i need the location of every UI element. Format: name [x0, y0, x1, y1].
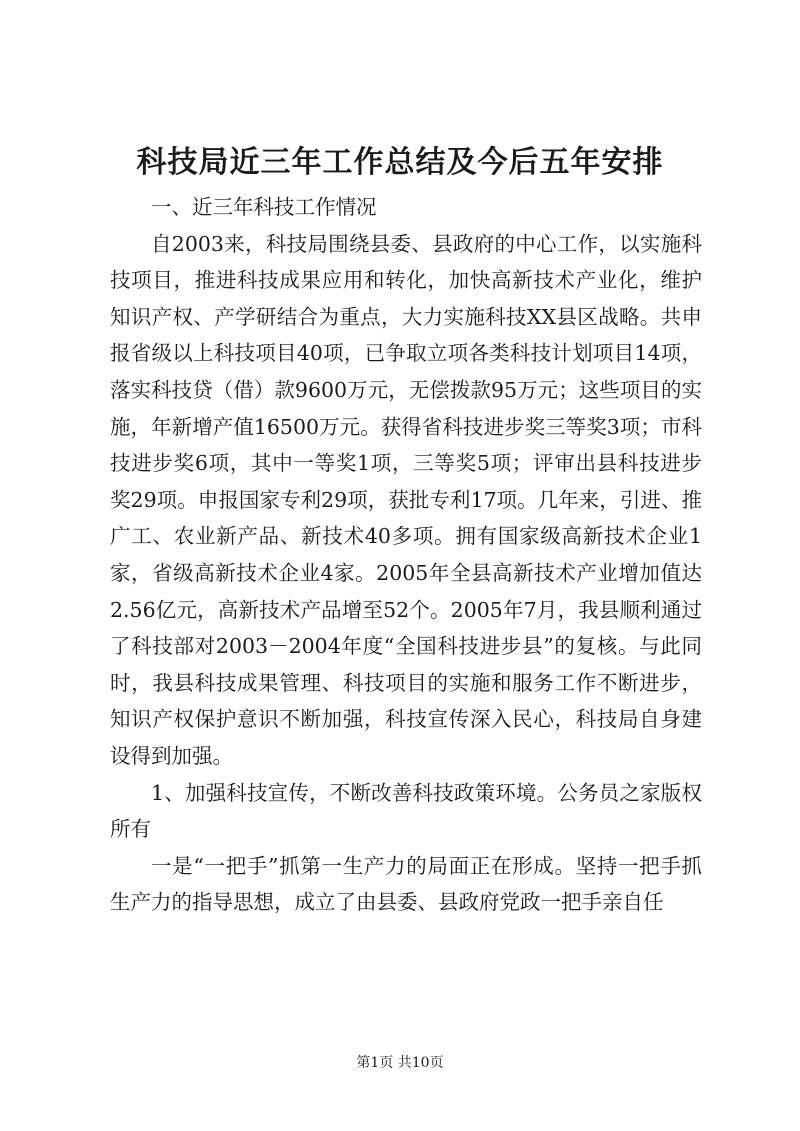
section-heading: 一、近三年科技工作情况: [151, 195, 377, 219]
document-title: 科技局近三年工作总结及今后五年安排: [136, 145, 664, 180]
body-paragraph: 自2003来，科技局围绕县委、县政府的中心工作，以实施科技项目，推进科技成果应用和转化，加快高新技术产业化，维护知识产权、产学研结合为重点，大力实施科技XX县区战略。共申报省级以上科技项目40项，已争取立项各类科技计划项目14项，落实科技贷（借）款9600万元，无偿拨款95万元；这些项目的实施，年新增产值16500万元。获得省科技进步奖三等奖3项；市科技进步奖6项，其中一等奖1项，三等奖5项；评审出县科技进步奖29项。申报国家专利29项，获批专利17项。几年来，引进、推广工、农业新产品、新技术40多项。拥有国家级高新技术企业1家，省级高新技术企业4家。2005年全县高新技术产业增加值达2.56亿元，高新技术产品增至52个。2005年7月，我县顺利通过了科技部对2003－2004年度“全国科技进步县”的复核。与此同时，我县科技成果管理、科技项目的实施和服务工作不断进步，知识产权保护意识不断加强，科技宣传深入民心，科技局自身建设得到加强。: [110, 231, 702, 768]
page-footer: 第1页 共10页: [356, 1055, 444, 1071]
subsection-heading: 1、加强科技宣传，不断改善科技政策环境。公务员之家版权所有: [110, 780, 702, 842]
body-paragraph: 一是“一把手”抓第一生产力的局面正在形成。坚持一把手抓生产力的指导思想，成立了由县委、县政府党政一把手亲自任: [110, 853, 702, 915]
document-body: [110, 189, 702, 921]
